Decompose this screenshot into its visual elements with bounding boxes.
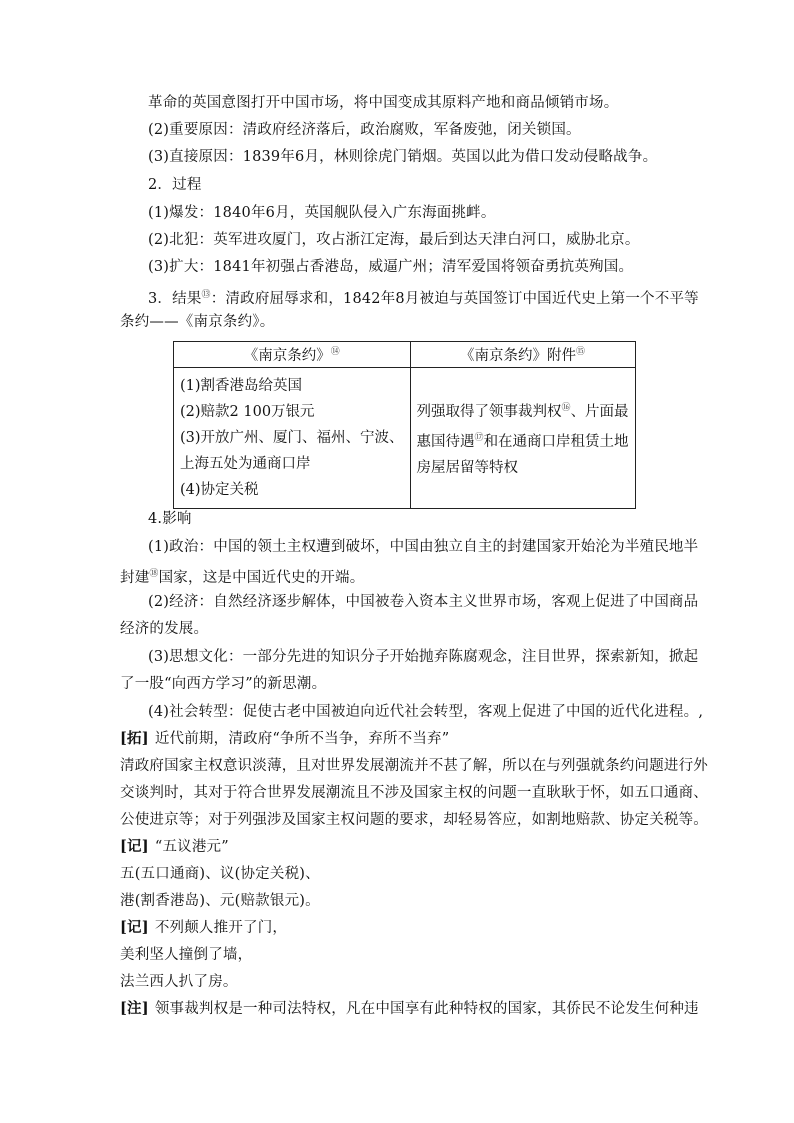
cell-part: 和在通商口岸租赁土地 [483, 433, 629, 450]
note-title: 领事裁判权是一种司法特权，凡在中国享有此种特权的国家，其侨民不论发生何种违 [154, 1001, 699, 1017]
note-heading [120, 728, 680, 750]
section-heading: 4.影响 [148, 511, 192, 527]
text-line: (2)北犯：英军进攻厦门，攻占浙江定海，最后到达天津白河口，威胁北京。 [148, 232, 640, 248]
note-tag: [记] [120, 838, 149, 855]
cell-part: 、片面最 [570, 404, 629, 420]
text-line: 法兰西人扒了房。 [120, 974, 238, 990]
footnote-mark: ⑯ [561, 403, 571, 414]
text-line: 清政府国家主权意识淡薄，且对世界发展潮流并不甚了解，所以在与列强就条约问题进行外 [120, 758, 708, 774]
footnote-mark: ⑰ [474, 433, 484, 443]
text-line: (1)爆发：1840年6月，英国舰队侵入广东海面挑衅。 [148, 205, 496, 221]
cell-part: 列强取得了领事裁判权 [416, 404, 562, 420]
note-tag: [拓] [120, 730, 149, 747]
table-cell [410, 368, 635, 509]
note-heading [120, 836, 680, 858]
section-heading: 2．过程 [148, 177, 202, 193]
text-line: 港(割香港岛)、元(赔款银元)。 [120, 893, 320, 909]
text-line [148, 284, 708, 310]
text-line: 革命的英国意图打开中国市场，将中国变成其原料产地和商品倾销市场。 [148, 95, 619, 111]
footnote-mark: ⑬ [201, 290, 211, 300]
footnote-mark: ⑮ [576, 347, 586, 358]
footnote-mark: ⑱ [149, 569, 159, 579]
text-line: (2)重要原因：清政府经济落后，政治腐败，军备废弛，闭关锁国。 [148, 122, 581, 138]
text-line [120, 563, 680, 589]
cell-line: (3)开放广州、厦门、福州、宁波、 [180, 430, 404, 446]
cell-line: 房屋居留等特权 [416, 459, 519, 476]
line-part: ：清政府屈辱求和，1842年8月被迫与英国签订中国近代史上第一个不平等 [210, 290, 699, 307]
text-line: 了一股“向西方学习”的新思潮。 [120, 676, 327, 692]
line-part: 3．结果 [148, 290, 202, 307]
text-line: 公使进京等；对于列强涉及国家主权问题的要求，却轻易答应，如割地赔款、协定关税等。 [120, 812, 708, 828]
text-line: (4)社会转型：促使古老中国被迫向近代社会转型，客观上促进了中国的近代化进程。, [148, 704, 704, 720]
note-heading [120, 998, 699, 1020]
note-tag: [记] [120, 919, 149, 936]
text-line: (2)经济：自然经济逐步解体，中国被卷入资本主义世界市场，客观上促进了中国商品 [148, 594, 699, 610]
note-title: “五议港元” [154, 839, 229, 855]
cell-line: (4)协定关税 [180, 482, 259, 498]
table-header [174, 342, 411, 368]
note-title: 近代前期，清政府“争所不当争，弃所不当弃” [154, 731, 450, 747]
text-line: 美利坚人撞倒了墙， [120, 947, 253, 963]
note-heading [120, 917, 680, 939]
footnote-mark: ⑭ [330, 347, 340, 358]
text-line: (3)直接原因：1839年6月，林则徐虎门销烟。英国以此为借口发动侵略战争。 [148, 149, 658, 165]
table-cell [174, 368, 411, 509]
line-part: 封建 [120, 569, 150, 586]
treaty-table [173, 341, 636, 509]
cell-line: 上海五处为通商口岸 [180, 456, 311, 472]
text-line: (1)政治：中国的领土主权遭到破坏，中国由独立自主的封建国家开始沦为半殖民地半 [148, 539, 699, 555]
text-line: 条约——《南京条约》。 [120, 314, 275, 330]
cell-line: (1)割香港岛给英国 [180, 378, 303, 394]
cell-part: 惠国待遇 [416, 433, 475, 450]
text-line: 经济的发展。 [120, 621, 209, 637]
note-tag: [注] [120, 1000, 149, 1017]
table-header [410, 342, 635, 368]
cell-line: (2)赔款2 100万银元 [180, 404, 315, 420]
note-title: 不列颠人推开了门， [154, 920, 288, 936]
text-line: 五(五口通商)、议(协定关税)、 [120, 866, 320, 882]
text-line: (3)扩大：1841年初强占香港岛，威逼广州；清军爱国将领奋勇抗英殉国。 [148, 259, 634, 275]
line-part: 国家，这是中国近代史的开端。 [158, 569, 365, 586]
text-line: 交谈判时，其对于符合世界发展潮流且不涉及国家主权的问题一直耿耿于怀，如五口通商、 [120, 785, 708, 801]
header-text: 《南京条约》 [243, 348, 331, 364]
cell-line [417, 395, 629, 425]
header-text: 《南京条约》附件 [460, 348, 577, 364]
cell-line [417, 425, 629, 455]
text-line: (3)思想文化：一部分先进的知识分子开始抛弃陈腐观念，注目世界，探索新知，掀起 [148, 649, 699, 665]
